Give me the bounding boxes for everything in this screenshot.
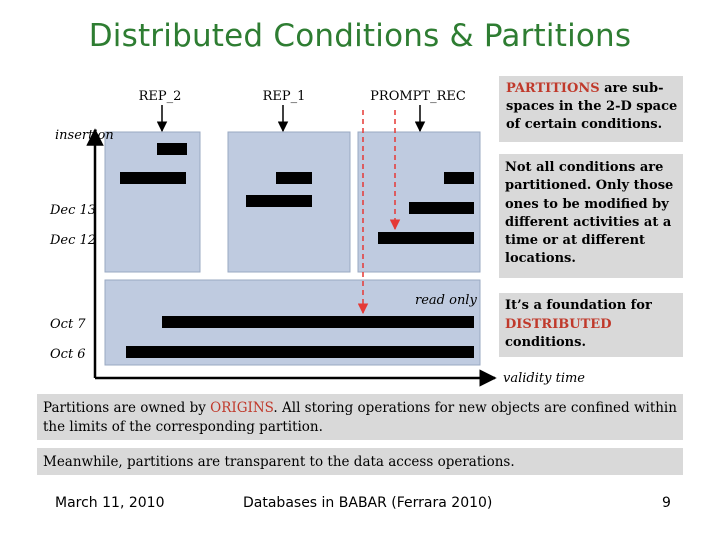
meanwhile-statement [37,448,683,475]
origins-keyword: ORIGINS [210,400,274,416]
foundation-text-pre: It’s a foundation for [505,298,652,313]
y-label-oct7: Oct 7 [50,317,86,332]
not-all-text: Not all conditions are partitioned. Only those ones to be modified by different activities at a time or at different locations. [505,160,674,267]
note-partitions [499,76,683,142]
read-only-label: read only [415,293,477,308]
footer-title: Databases in BABAR (Ferrara 2010) [243,495,493,511]
note-foundation [499,293,683,357]
partitions-keyword: PARTITIONS [506,81,600,96]
note-not-all [499,154,683,278]
condition-bar [120,172,186,184]
x-axis-label: validity time [503,371,585,386]
condition-bar [378,232,474,244]
page-number: 9 [662,495,671,511]
footer-date: March 11, 2010 [55,495,165,511]
slide-title: Distributed Conditions & Partitions [88,18,632,54]
condition-bar [162,316,474,328]
column-label-rep2: REP_2 [138,89,182,104]
meanwhile-text: Meanwhile, partitions are transparent to the data access operations. [43,454,515,470]
foundation-text-post: conditions. [505,335,586,350]
distributed-keyword: DISTRIBUTED [505,316,612,332]
condition-bar [157,143,187,155]
y-label-dec13: Dec 13 [50,203,97,218]
y-label-insertion: insertion [55,128,114,143]
condition-bar [276,172,312,184]
origins-statement [37,394,683,440]
partitions-text: are sub-spaces in the 2-D space of certain conditions. [506,81,678,132]
column-label-prompt-rec: PROMPT_REC [370,89,466,104]
condition-bar [409,202,474,214]
y-label-dec12: Dec 12 [50,233,97,248]
condition-bar [246,195,312,207]
origins-text-pre: Partitions are owned by [43,400,211,416]
y-label-oct6: Oct 6 [50,347,86,362]
condition-bar [126,346,474,358]
condition-bar [444,172,474,184]
column-label-rep1: REP_1 [262,89,306,104]
origins-text-post: . All storing operations for new objects are confined within the limits of the corresponding partition. [43,400,677,435]
